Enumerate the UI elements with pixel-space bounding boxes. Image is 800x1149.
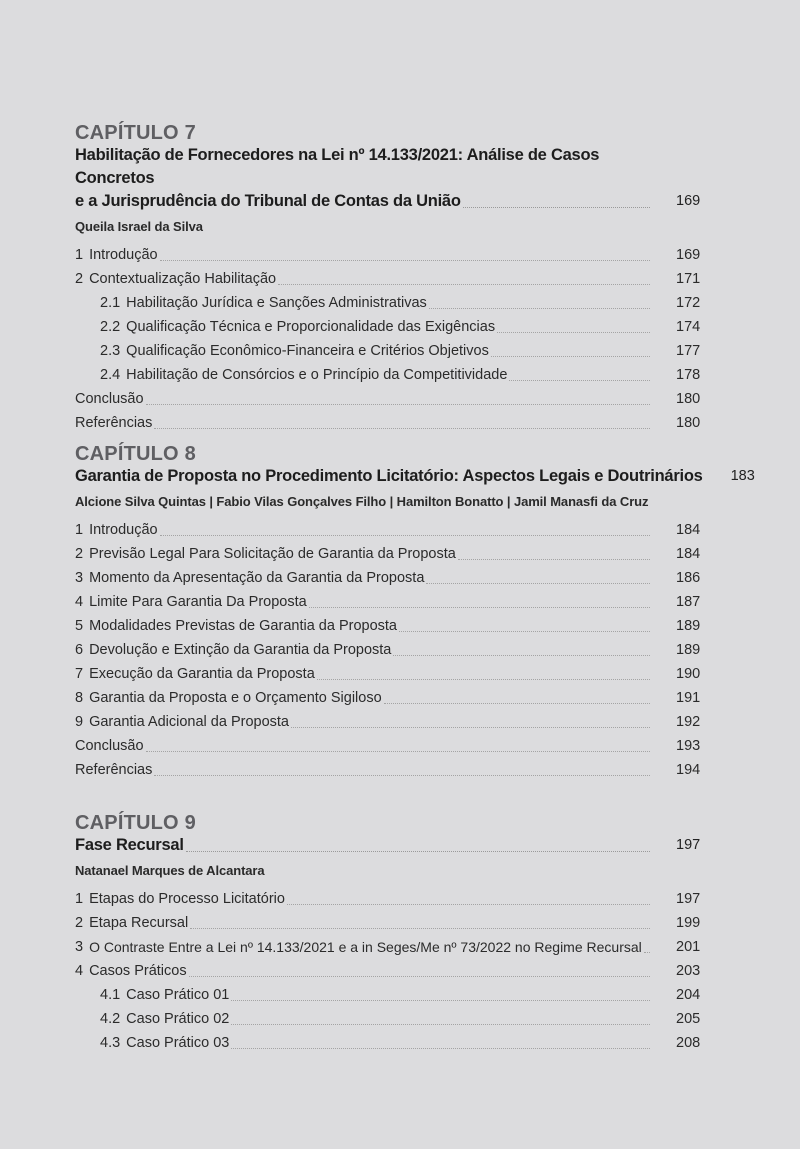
- chapter-title-line: e a Jurisprudência do Tribunal de Contas da União: [75, 192, 461, 210]
- dot-leader: [491, 355, 650, 357]
- entry-text: Garantia Adicional da Proposta: [89, 714, 289, 730]
- page-number: 191: [676, 690, 701, 706]
- page-number: 189: [676, 642, 701, 658]
- entry-text: Qualificação Econômico-Financeira e Critérios Objetivos: [126, 343, 489, 359]
- toc-entry[interactable]: [75, 614, 700, 638]
- toc-subentry[interactable]: [75, 363, 700, 387]
- page-number: 204: [676, 987, 701, 1003]
- toc-entry[interactable]: [75, 710, 700, 734]
- toc-entry[interactable]: [75, 662, 700, 686]
- dot-leader: [497, 331, 650, 333]
- dot-leader: [231, 999, 650, 1001]
- toc-entry[interactable]: [75, 638, 700, 662]
- entry-list: [75, 887, 700, 1055]
- dot-leader: [189, 975, 650, 977]
- dot-leader: [154, 774, 650, 776]
- dot-leader: [186, 850, 650, 852]
- entry-text: Introdução: [89, 247, 158, 263]
- dot-leader: [160, 259, 650, 261]
- dot-leader: [463, 206, 650, 208]
- entry-text: Contextualização Habilitação: [89, 271, 277, 287]
- dot-leader: [309, 606, 650, 608]
- page-number: 203: [676, 963, 701, 979]
- toc-entry[interactable]: [75, 734, 700, 758]
- dot-leader: [426, 582, 650, 584]
- entry-text: Casos Práticos: [89, 963, 187, 979]
- entry-number: 2.2: [100, 319, 121, 335]
- entry-text: Limite Para Garantia Da Proposta: [89, 594, 307, 610]
- entry-number: 6: [75, 642, 84, 658]
- dot-leader: [393, 654, 650, 656]
- toc-subentry[interactable]: [75, 1031, 700, 1055]
- toc-entry[interactable]: [75, 542, 700, 566]
- toc-entry[interactable]: [75, 566, 700, 590]
- dot-leader: [429, 307, 650, 309]
- dot-leader: [146, 750, 650, 752]
- dot-leader: [278, 283, 650, 285]
- entry-number: 3: [75, 939, 84, 955]
- entry-number: 2: [75, 271, 84, 287]
- page-number: 194: [676, 762, 701, 778]
- entry-text: Garantia da Proposta e o Orçamento Sigiloso: [89, 690, 382, 706]
- chapter-title-line: Garantia de Proposta no Procedimento Licitatório: Aspectos Legais e Doutrinários: [75, 467, 703, 485]
- chapter-label: CAPÍTULO 7: [75, 122, 196, 144]
- chapter-9: [75, 812, 700, 1055]
- dot-leader: [160, 534, 650, 536]
- entry-number: 2.3: [100, 343, 121, 359]
- entry-number: 4.1: [100, 987, 121, 1003]
- page-number: 201: [676, 939, 701, 955]
- toc-subentry[interactable]: [75, 1007, 700, 1031]
- entry-text: Habilitação Jurídica e Sanções Administrativas: [126, 295, 427, 311]
- chapter-authors: Natanael Marques de Alcantara: [75, 863, 265, 878]
- toc-entry[interactable]: [75, 243, 700, 267]
- entry-text: Momento da Apresentação da Garantia da Proposta: [89, 570, 425, 586]
- dot-leader: [291, 726, 650, 728]
- page-number: 184: [676, 522, 701, 538]
- chapter-title-row[interactable]: [75, 190, 700, 213]
- chapter-title-line: Habilitação de Fornecedores na Lei nº 14.133/2021: Análise de Casos Concretos: [75, 146, 600, 187]
- toc-entry[interactable]: [75, 758, 700, 782]
- page-number: 186: [676, 570, 701, 586]
- entry-text: Conclusão: [75, 391, 144, 407]
- page-number: 187: [676, 594, 701, 610]
- entry-number: 4.3: [100, 1035, 121, 1051]
- dot-leader: [287, 903, 650, 905]
- chapter-7: [75, 122, 700, 435]
- dot-leader: [190, 927, 650, 929]
- toc-entry[interactable]: [75, 267, 700, 291]
- page-number: 178: [676, 367, 701, 383]
- toc-subentry[interactable]: [75, 291, 700, 315]
- entry-number: 5: [75, 618, 84, 634]
- page-number: 177: [676, 343, 701, 359]
- entry-number: 2: [75, 915, 84, 931]
- dot-leader: [458, 558, 650, 560]
- entry-text: Etapa Recursal: [89, 915, 189, 931]
- dot-leader: [231, 1023, 650, 1025]
- entry-text: Referências: [75, 762, 153, 778]
- chapter-title-row[interactable]: [75, 834, 700, 857]
- entry-number: 1: [75, 522, 84, 538]
- entry-number: 4: [75, 963, 84, 979]
- dot-leader: [399, 630, 650, 632]
- page-number: 169: [676, 193, 701, 209]
- entry-text: O Contraste Entre a Lei nº 14.133/2021 e a in Seges/Me nº 73/2022 no Regime Recursal: [89, 939, 642, 955]
- entry-number: 4.2: [100, 1011, 121, 1027]
- page-number: 190: [676, 666, 701, 682]
- page-number: 174: [676, 319, 701, 335]
- entry-number: 1: [75, 891, 84, 907]
- entry-number: 2: [75, 546, 84, 562]
- chapter-label: CAPÍTULO 9: [75, 812, 196, 834]
- page-number: 193: [676, 738, 701, 754]
- chapter-label: CAPÍTULO 8: [75, 443, 196, 465]
- entry-number: 9: [75, 714, 84, 730]
- entry-text: Caso Prático 02: [126, 1011, 230, 1027]
- entry-number: 7: [75, 666, 84, 682]
- entry-text: Conclusão: [75, 738, 144, 754]
- page-number: 184: [676, 546, 701, 562]
- page-number: 197: [676, 837, 701, 853]
- entry-list: [75, 518, 700, 782]
- entry-list: [75, 243, 700, 435]
- toc-subentry[interactable]: [75, 315, 700, 339]
- entry-number: 1: [75, 247, 84, 263]
- toc-entry[interactable]: [75, 911, 700, 935]
- entry-text: Previsão Legal Para Solicitação de Garantia da Proposta: [89, 546, 456, 562]
- page-number: 169: [676, 247, 701, 263]
- dot-leader: [154, 427, 650, 429]
- entry-number: 4: [75, 594, 84, 610]
- entry-number: 8: [75, 690, 84, 706]
- dot-leader: [146, 403, 650, 405]
- entry-text: Caso Prático 03: [126, 1035, 230, 1051]
- page-number: 199: [676, 915, 701, 931]
- page-number: 171: [676, 271, 701, 287]
- dot-leader: [644, 951, 650, 953]
- toc-entry[interactable]: [75, 590, 700, 614]
- toc-entry[interactable]: [75, 387, 700, 411]
- dot-leader: [317, 678, 650, 680]
- toc-entry[interactable]: [75, 518, 700, 542]
- dot-leader: [231, 1047, 650, 1049]
- toc-subentry[interactable]: [75, 983, 700, 1007]
- page-number: 180: [676, 391, 701, 407]
- page-number: 205: [676, 1011, 701, 1027]
- page-number: 172: [676, 295, 701, 311]
- toc-entry[interactable]: [75, 686, 700, 710]
- entry-text: Caso Prático 01: [126, 987, 230, 1003]
- entry-number: 3: [75, 570, 84, 586]
- entry-text: Devolução e Extinção da Garantia da Proposta: [89, 642, 392, 658]
- toc-entry[interactable]: [75, 959, 700, 983]
- chapter-title-line: Fase Recursal: [75, 836, 184, 854]
- entry-text: Execução da Garantia da Proposta: [89, 666, 315, 682]
- chapter-authors: Alcione Silva Quintas | Fabio Vilas Gonçalves Filho | Hamilton Bonatto | Jamil Manasfi da Cruz: [75, 494, 649, 509]
- entry-text: Modalidades Previstas de Garantia da Proposta: [89, 618, 397, 634]
- dot-leader: [384, 702, 650, 704]
- page-number: 192: [676, 714, 701, 730]
- entry-number: 2.1: [100, 295, 121, 311]
- toc-entry[interactable]: [75, 887, 700, 911]
- toc-subentry[interactable]: [75, 339, 700, 363]
- chapter-8: [75, 443, 755, 782]
- dot-leader: [509, 379, 650, 381]
- page-number: 208: [676, 1035, 701, 1051]
- entry-text: Referências: [75, 415, 153, 431]
- page-number: 180: [676, 415, 701, 431]
- toc-entry[interactable]: [75, 935, 700, 959]
- entry-text: Introdução: [89, 522, 158, 538]
- chapter-authors: Queila Israel da Silva: [75, 219, 203, 234]
- page-number: 189: [676, 618, 701, 634]
- page-number: 183: [730, 468, 755, 484]
- toc-entry[interactable]: [75, 411, 700, 435]
- entry-text: Habilitação de Consórcios e o Princípio da Competitividade: [126, 367, 508, 383]
- entry-text: Qualificação Técnica e Proporcionalidade das Exigências: [126, 319, 496, 335]
- page-number: 197: [676, 891, 701, 907]
- entry-text: Etapas do Processo Licitatório: [89, 891, 285, 907]
- chapter-title-row[interactable]: [75, 465, 755, 488]
- entry-number: 2.4: [100, 367, 121, 383]
